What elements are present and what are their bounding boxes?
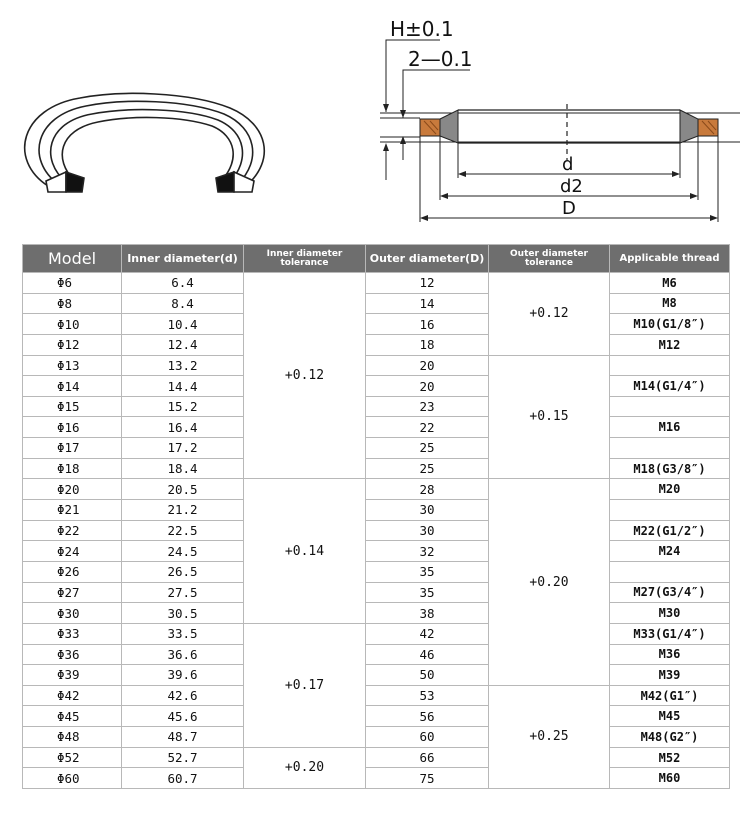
table-row	[23, 706, 730, 727]
thread-cell: M48(G2″)	[610, 727, 730, 748]
outer-diameter-cell: 60	[366, 727, 489, 748]
table-row	[23, 623, 730, 644]
table-row	[23, 314, 730, 335]
model-cell: Φ60	[23, 768, 122, 789]
inner-diameter-cell: 10.4	[122, 314, 244, 335]
table-row	[23, 479, 730, 500]
thread-cell	[610, 500, 730, 521]
table-row	[23, 500, 730, 521]
table-row	[23, 768, 730, 789]
inner-tolerance-cell: +0.20	[244, 747, 366, 788]
thread-cell: M42(G1″)	[610, 685, 730, 706]
outer-tolerance-cell: +0.12	[489, 273, 610, 356]
header-applicable-thread: Applicable thread	[610, 245, 730, 273]
table-row	[23, 747, 730, 768]
outer-diameter-cell: 42	[366, 623, 489, 644]
inner-tolerance-cell: +0.12	[244, 273, 366, 479]
thread-cell: M6	[610, 273, 730, 294]
table-row	[23, 458, 730, 479]
model-cell: Φ13	[23, 355, 122, 376]
model-cell: Φ21	[23, 500, 122, 521]
model-cell: Φ52	[23, 747, 122, 768]
table-row	[23, 273, 730, 294]
header-inner-tolerance-line1: Inner diameter	[266, 248, 343, 259]
outer-diameter-cell: 32	[366, 541, 489, 562]
table-row	[23, 293, 730, 314]
inner-diameter-cell: 39.6	[122, 665, 244, 686]
thread-cell: M27(G3/4″)	[610, 582, 730, 603]
inner-diameter-cell: 48.7	[122, 727, 244, 748]
table-row	[23, 561, 730, 582]
model-cell: Φ20	[23, 479, 122, 500]
outer-diameter-cell: 23	[366, 396, 489, 417]
inner-diameter-cell: 42.6	[122, 685, 244, 706]
outer-diameter-cell: 28	[366, 479, 489, 500]
ring-3d-illustration	[25, 93, 265, 192]
thread-cell	[610, 355, 730, 376]
outer-diameter-cell: 46	[366, 644, 489, 665]
inner-diameter-cell: 20.5	[122, 479, 244, 500]
model-cell: Φ30	[23, 603, 122, 624]
inner-tolerance-cell: +0.14	[244, 479, 366, 623]
outer-diameter-cell: 56	[366, 706, 489, 727]
inner-tolerance-cell: +0.17	[244, 623, 366, 747]
header-inner-diameter: Inner diameter(d)	[122, 245, 244, 273]
table-row	[23, 685, 730, 706]
thread-cell: M24	[610, 541, 730, 562]
outer-diameter-cell: 30	[366, 520, 489, 541]
model-cell: Φ42	[23, 685, 122, 706]
model-cell: Φ36	[23, 644, 122, 665]
model-cell: Φ14	[23, 376, 122, 397]
inner-diameter-label: d	[562, 154, 574, 175]
outer-diameter-cell: 25	[366, 438, 489, 459]
table-row	[23, 541, 730, 562]
model-cell: Φ17	[23, 438, 122, 459]
outer-diameter-cell: 75	[366, 768, 489, 789]
outer-diameter-cell: 18	[366, 334, 489, 355]
header-inner-tolerance	[244, 245, 366, 273]
inner-diameter-cell: 12.4	[122, 334, 244, 355]
outer-diameter-cell: 20	[366, 355, 489, 376]
outer-diameter-cell: 66	[366, 747, 489, 768]
spec-table-body	[23, 273, 730, 789]
inner-diameter-cell: 18.4	[122, 458, 244, 479]
model-cell: Φ16	[23, 417, 122, 438]
table-row	[23, 438, 730, 459]
thread-cell: M16	[610, 417, 730, 438]
outer-diameter-cell: 53	[366, 685, 489, 706]
inner-diameter-cell: 30.5	[122, 603, 244, 624]
outer-tolerance-cell: +0.20	[489, 479, 610, 685]
model-cell: Φ39	[23, 665, 122, 686]
outer-diameter-label: D	[562, 198, 576, 219]
inner-diameter-cell: 6.4	[122, 273, 244, 294]
thread-cell	[610, 561, 730, 582]
inner-diameter-cell: 8.4	[122, 293, 244, 314]
table-row	[23, 334, 730, 355]
outer-diameter-cell: 12	[366, 273, 489, 294]
model-cell: Φ12	[23, 334, 122, 355]
header-outer-diameter: Outer diameter(D)	[366, 245, 489, 273]
thread-cell: M52	[610, 747, 730, 768]
table-row	[23, 376, 730, 397]
thread-cell: M30	[610, 603, 730, 624]
inner-diameter-cell: 52.7	[122, 747, 244, 768]
model-cell: Φ33	[23, 623, 122, 644]
thread-cell: M14(G1/4″)	[610, 376, 730, 397]
inner-diameter-cell: 13.2	[122, 355, 244, 376]
outer-tolerance-cell: +0.15	[489, 355, 610, 479]
height-tolerance-label: H±0.1	[390, 17, 454, 41]
inner-diameter-cell: 36.6	[122, 644, 244, 665]
header-outer-tolerance-line2: tolerance	[524, 257, 574, 268]
thread-cell: M10(G1/8″)	[610, 314, 730, 335]
table-row	[23, 355, 730, 376]
outer-diameter-cell: 20	[366, 376, 489, 397]
model-cell: Φ10	[23, 314, 122, 335]
table-row	[23, 417, 730, 438]
model-cell: Φ26	[23, 561, 122, 582]
depth-tolerance-label: 2—0.1	[408, 47, 473, 71]
model-cell: Φ22	[23, 520, 122, 541]
thread-cell: M12	[610, 334, 730, 355]
table-row	[23, 665, 730, 686]
table-header-row	[23, 245, 730, 273]
outer-diameter-cell: 35	[366, 561, 489, 582]
thread-cell: M20	[610, 479, 730, 500]
inner-diameter-cell: 33.5	[122, 623, 244, 644]
model-cell: Φ48	[23, 727, 122, 748]
model-cell: Φ27	[23, 582, 122, 603]
outer-diameter-cell: 38	[366, 603, 489, 624]
thread-cell: M39	[610, 665, 730, 686]
table-row	[23, 582, 730, 603]
table-row	[23, 520, 730, 541]
inner-diameter-cell: 60.7	[122, 768, 244, 789]
inner-diameter-cell: 14.4	[122, 376, 244, 397]
model-cell: Φ45	[23, 706, 122, 727]
thread-cell: M22(G1/2″)	[610, 520, 730, 541]
thread-cell: M18(G3/8″)	[610, 458, 730, 479]
thread-cell: M45	[610, 706, 730, 727]
model-cell: Φ15	[23, 396, 122, 417]
outer-diameter-cell: 50	[366, 665, 489, 686]
inner-diameter-cell: 22.5	[122, 520, 244, 541]
table-row	[23, 603, 730, 624]
header-outer-tolerance	[489, 245, 610, 273]
outer-diameter-cell: 35	[366, 582, 489, 603]
inner-diameter-cell: 15.2	[122, 396, 244, 417]
table-row	[23, 644, 730, 665]
model-cell: Φ6	[23, 273, 122, 294]
thread-cell: M60	[610, 768, 730, 789]
model-cell: Φ8	[23, 293, 122, 314]
outer-diameter-cell: 30	[366, 500, 489, 521]
inner-diameter-cell: 45.6	[122, 706, 244, 727]
outer-tolerance-cell: +0.25	[489, 685, 610, 788]
thread-cell	[610, 438, 730, 459]
model-cell: Φ18	[23, 458, 122, 479]
mid-diameter-label: d2	[560, 176, 583, 197]
outer-diameter-cell: 22	[366, 417, 489, 438]
seal-ring-diagram	[0, 0, 750, 240]
table-row	[23, 396, 730, 417]
model-cell: Φ24	[23, 541, 122, 562]
spec-table	[22, 244, 730, 789]
table-row	[23, 727, 730, 748]
thread-cell	[610, 396, 730, 417]
thread-cell: M33(G1/4″)	[610, 623, 730, 644]
header-inner-tolerance-line2: tolerance	[280, 257, 329, 268]
header-outer-tolerance-line1: Outer diameter	[510, 248, 588, 259]
thread-cell: M36	[610, 644, 730, 665]
inner-diameter-cell: 26.5	[122, 561, 244, 582]
outer-diameter-cell: 16	[366, 314, 489, 335]
inner-diameter-cell: 17.2	[122, 438, 244, 459]
inner-diameter-cell: 16.4	[122, 417, 244, 438]
thread-cell: M8	[610, 293, 730, 314]
header-model: Model	[23, 245, 122, 273]
outer-diameter-cell: 14	[366, 293, 489, 314]
inner-diameter-cell: 24.5	[122, 541, 244, 562]
outer-diameter-cell: 25	[366, 458, 489, 479]
inner-diameter-cell: 21.2	[122, 500, 244, 521]
inner-diameter-cell: 27.5	[122, 582, 244, 603]
